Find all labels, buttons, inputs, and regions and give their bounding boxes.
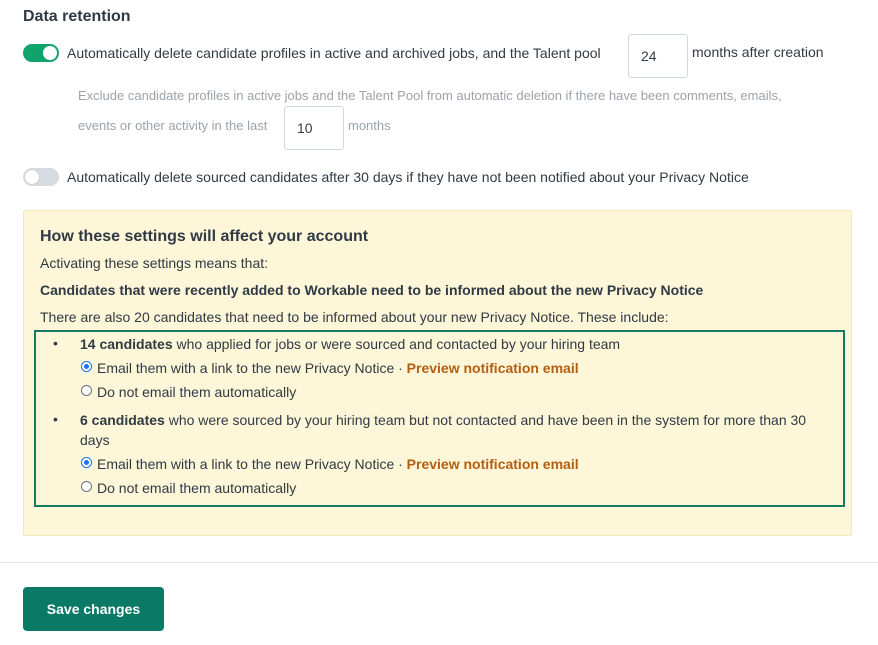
impact-bold-statement: Candidates that were recently added to Workable need to be informed about the new Privacy Notice [40,282,704,298]
group1-no-email-radio[interactable] [81,385,92,396]
activity-months-input[interactable] [284,106,344,150]
group1-email-option [97,360,579,376]
group-count: 6 candidates [80,412,165,428]
group-description [80,412,806,428]
toggle-knob [43,46,57,60]
impact-intro: Activating these settings means that: [40,255,269,271]
group1-no-email-label: Do not email them automatically [97,384,297,400]
auto-delete-label: Automatically delete candidate profiles in active and archived jobs, and the Talent pool [67,45,601,61]
toggle-knob [25,170,39,184]
group-count: 14 candidates [80,336,173,352]
months-after-creation-label: months after creation [692,44,824,60]
group-description-text: who were sourced by your hiring team but not contacted and have been in the system for more than 30 [164,412,807,428]
months-after-creation-input[interactable] [628,34,688,78]
group2-no-email-label: Do not email them automatically [97,480,297,496]
group1-email-radio[interactable] [81,361,92,372]
email-option-label: Email them with a link to the new Privacy Notice · [97,456,407,472]
email-option-label: Email them with a link to the new Privacy Notice · [97,360,407,376]
bullet-icon: • [53,411,58,427]
sourced-delete-toggle[interactable] [23,168,59,186]
group2-email-option [97,456,579,472]
exclude-description: Exclude candidate profiles in active jobs and the Talent Pool from automatic deletion if there have been comments, emails, [78,88,782,103]
group-description-line2: days [80,432,110,448]
bullet-icon: • [53,335,58,351]
group-description [80,336,620,352]
impact-title: How these settings will affect your account [40,228,369,245]
auto-delete-toggle[interactable] [23,44,59,62]
activity-months-label: months [348,118,391,133]
exclude-description-line2: events or other activity in the last [78,118,268,133]
save-changes-button[interactable]: Save changes [23,587,164,631]
impact-also-text: There are also 20 candidates that need to be informed about your new Privacy Notice. These include: [40,309,669,325]
footer-divider [0,562,878,563]
group2-email-radio[interactable] [81,457,92,468]
sourced-delete-label: Automatically delete sourced candidates after 30 days if they have not been notified about your Privacy Notice [67,169,749,185]
preview-notification-link[interactable]: Preview notification email [406,360,579,376]
group2-no-email-radio[interactable] [81,481,92,492]
preview-notification-link[interactable]: Preview notification email [406,456,579,472]
section-title: Data retention [23,8,131,25]
group-description-text: who applied for jobs or were sourced and contacted by your hiring team [172,336,621,352]
